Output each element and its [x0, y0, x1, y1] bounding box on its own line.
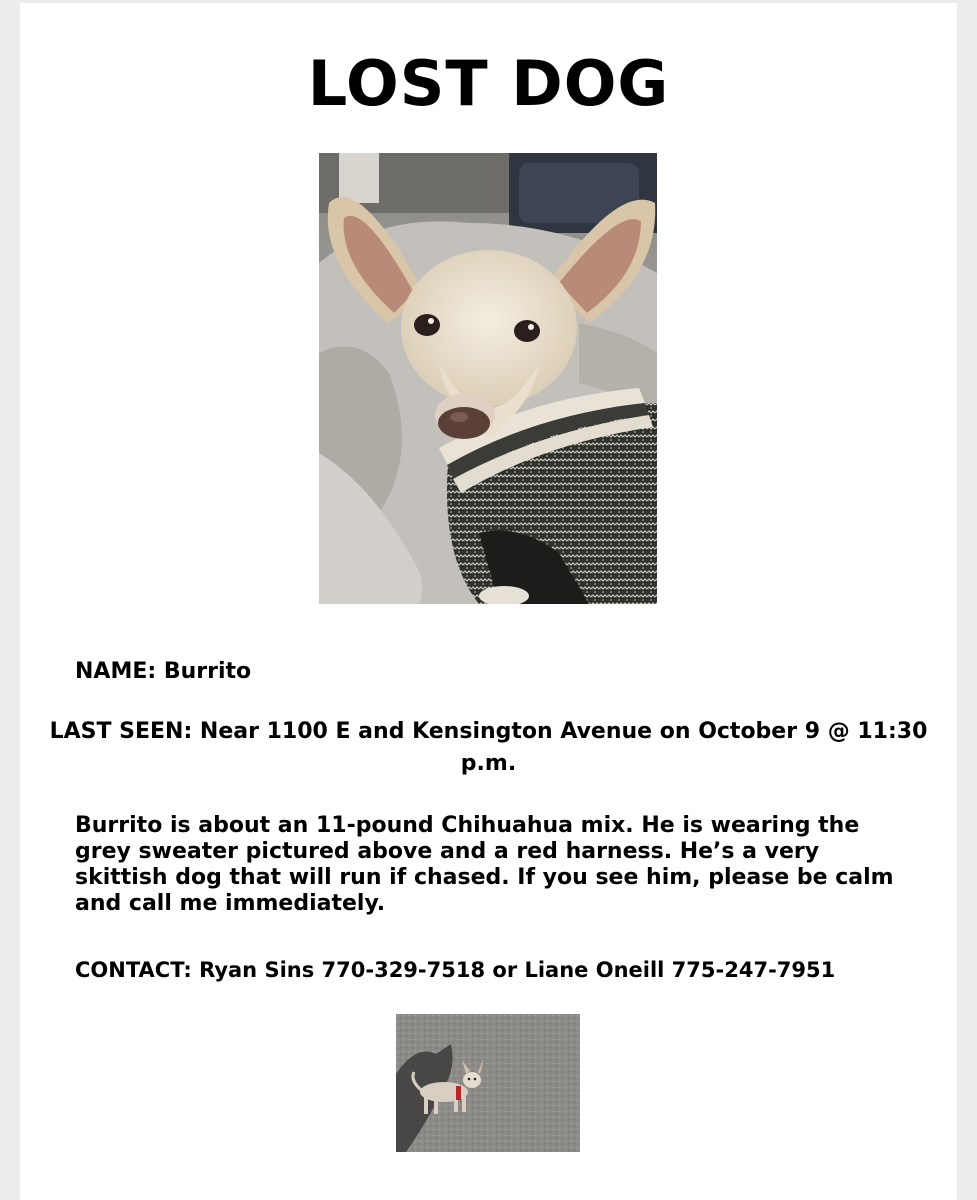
- name-line: [75, 657, 251, 686]
- dog-photo-small: [396, 1014, 580, 1152]
- last-seen-colon: :: [183, 719, 200, 744]
- contact-value: Ryan Sins 770-329-7518 or Liane Oneill 775-247-7951: [199, 958, 836, 982]
- last-seen-value: Near 1100 E and Kensington Avenue on October 9 @ 11:30 p.m.: [199, 719, 928, 776]
- last-seen-label: LAST SEEN: [49, 719, 184, 744]
- name-colon: :: [147, 659, 164, 684]
- name-value: Burrito: [163, 659, 252, 684]
- contact-label: CONTACT: [75, 958, 184, 982]
- flyer-title: LOST DOG: [307, 47, 670, 120]
- contact-line: [75, 956, 835, 985]
- description-paragraph: Burrito is about an 11-pound Chihuahua mix. He is wearing the grey sweater pictured above and a red harness. He’s a very skittish dog that will run if chased. If you see him, please be calm and call me immediately.: [75, 813, 894, 916]
- name-label: NAME: [75, 659, 148, 684]
- contact-colon: :: [183, 958, 200, 982]
- dog-photo: [319, 153, 657, 604]
- last-seen-line: [40, 716, 937, 780]
